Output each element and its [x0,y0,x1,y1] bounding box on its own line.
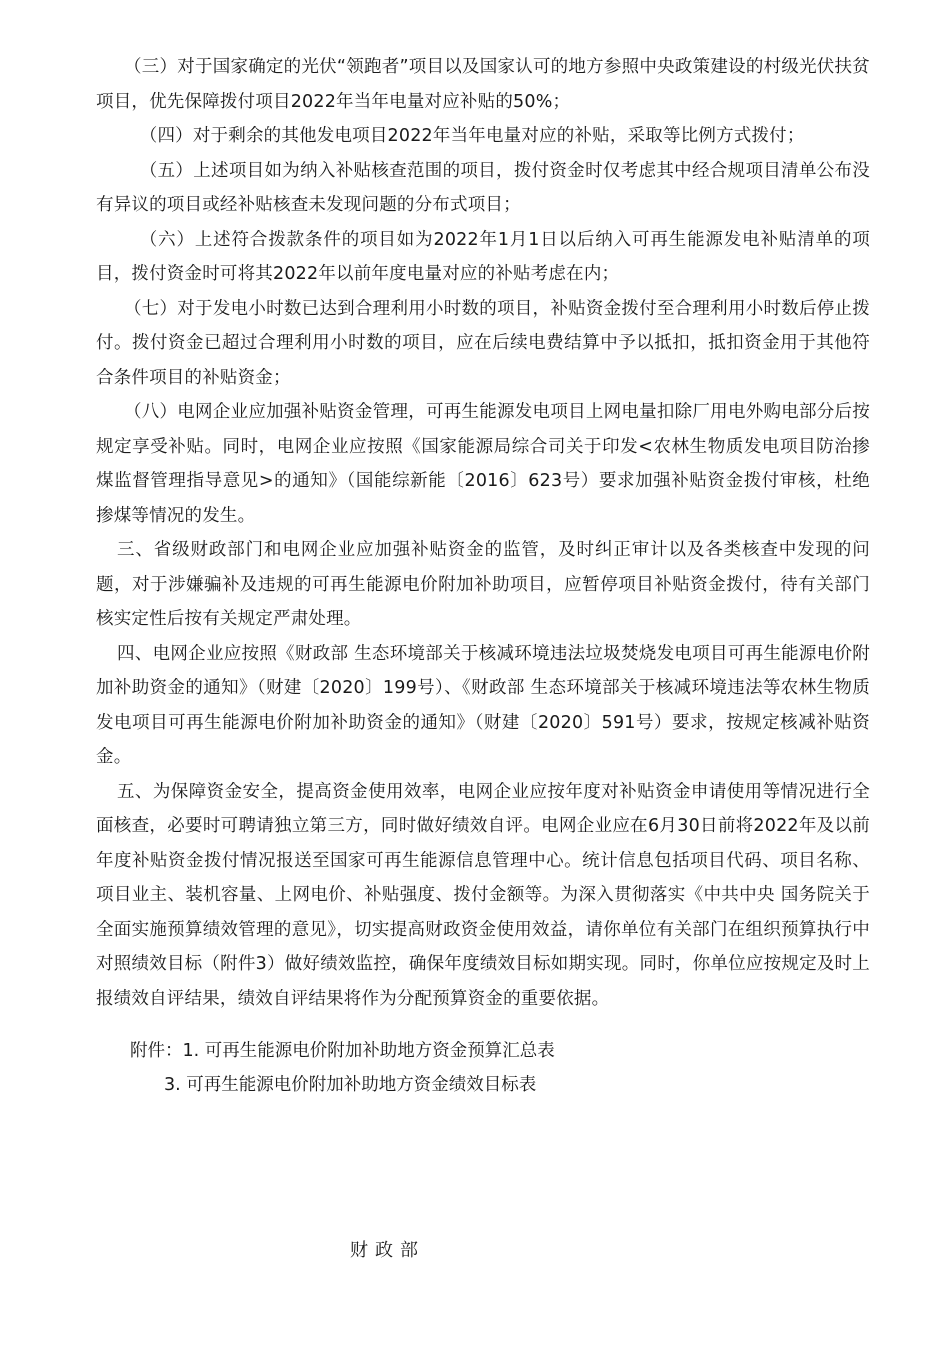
paragraph-section-4: 四、电网企业应按照《财政部 生态环境部关于核减环境违法垃圾焚烧发电项目可再生能源电价附加补助资金的通知》（财建〔2020〕199号）、《财政部 生态环境部关于核减环境违法等农林生物质发电项目可再生能源电价附加补助资金的通知》（财建〔2020〕591号）要求，按规定核减补贴资金。 [96,643,870,767]
paragraph-item-8: （八）电网企业应加强补贴资金管理，可再生能源发电项目上网电量扣除厂用电外购电部分后按规定享受补贴。同时，电网企业应按照《国家能源局综合司关于印发<农林生物质发电项目防治掺煤监督管理指导意见>的通知》（国能综新能〔2016〕623号）要求加强补贴资金拨付审核，杜绝掺煤等情况的发生。 [96,402,870,526]
paragraph-item-6: （六）上述符合拨款条件的项目如为2022年1月1日以后纳入可再生能源发电补贴清单的项目，拨付资金时可将其2022年以前年度电量对应的补贴考虑在内； [96,229,870,284]
document-body [96,50,870,1016]
attachment-item-3: 3. 可再生能源电价附加补助地方资金绩效目标表 [164,1075,537,1095]
paragraph-item-4: （四）对于剩余的其他发电项目2022年当年电量对应的补贴，采取等比例方式拨付； [139,126,805,146]
attachment-line-3 [130,1068,555,1102]
paragraph-item-7: （七）对于发电小时数已达到合理利用小时数的项目，补贴资金拨付至合理利用小时数后停止拨付。拨付资金已超过合理利用小时数的项目，应在后续电费结算中予以抵扣，抵扣资金用于其他符合条件项目的补贴资金； [96,298,870,388]
paragraph-section-3: 三、省级财政部门和电网企业应加强补贴资金的监管，及时纠正审计以及各类核查中发现的问题，对于涉嫌骗补及违规的可再生能源电价附加补助项目，应暂停项目补贴资金拨付，待有关部门核实定性后按有关规定严肃处理。 [96,540,870,629]
attachments-block [130,1034,555,1102]
attachment-line-1 [130,1034,555,1068]
issuer-signature: 财政部 [350,1240,425,1261]
attachment-item-1: 1. 可再生能源电价附加补助地方资金预算汇总表 [182,1041,555,1061]
attachments-label: 附件： [130,1041,183,1061]
paragraph-item-5: （五）上述项目如为纳入补贴核查范围的项目，拨付资金时仅考虑其中经合规项目清单公布没有异议的项目或经补贴核查未发现问题的分布式项目； [96,160,870,215]
paragraph-section-5: 五、为保障资金安全，提高资金使用效率，电网企业应按年度对补贴资金申请使用等情况进行全面核查，必要时可聘请独立第三方，同时做好绩效自评。电网企业应在6月30日前将2022年及以前年度补贴资金拨付情况报送至国家可再生能源信息管理中心。统计信息包括项目代码、项目名称、项目业主、装机容量、上网电价、补贴强度、拨付金额等。为深入贯彻落实《中共中央 国务院关于全面实施预算绩效管理的意见》，切实提高财政资金使用效益，请你单位有关部门在组织预算执行中对照绩效目标（附件3）做好绩效监控，确保年度绩效目标如期实现。同时，你单位应按规定及时上报绩效自评结果，绩效自评结果将作为分配预算资金的重要依据。 [96,781,870,1009]
paragraph-item-3: （三）对于国家确定的光伏“领跑者”项目以及国家认可的地方参照中央政策建设的村级光伏扶贫项目，优先保障拨付项目2022年当年电量对应补贴的50%； [96,57,870,112]
